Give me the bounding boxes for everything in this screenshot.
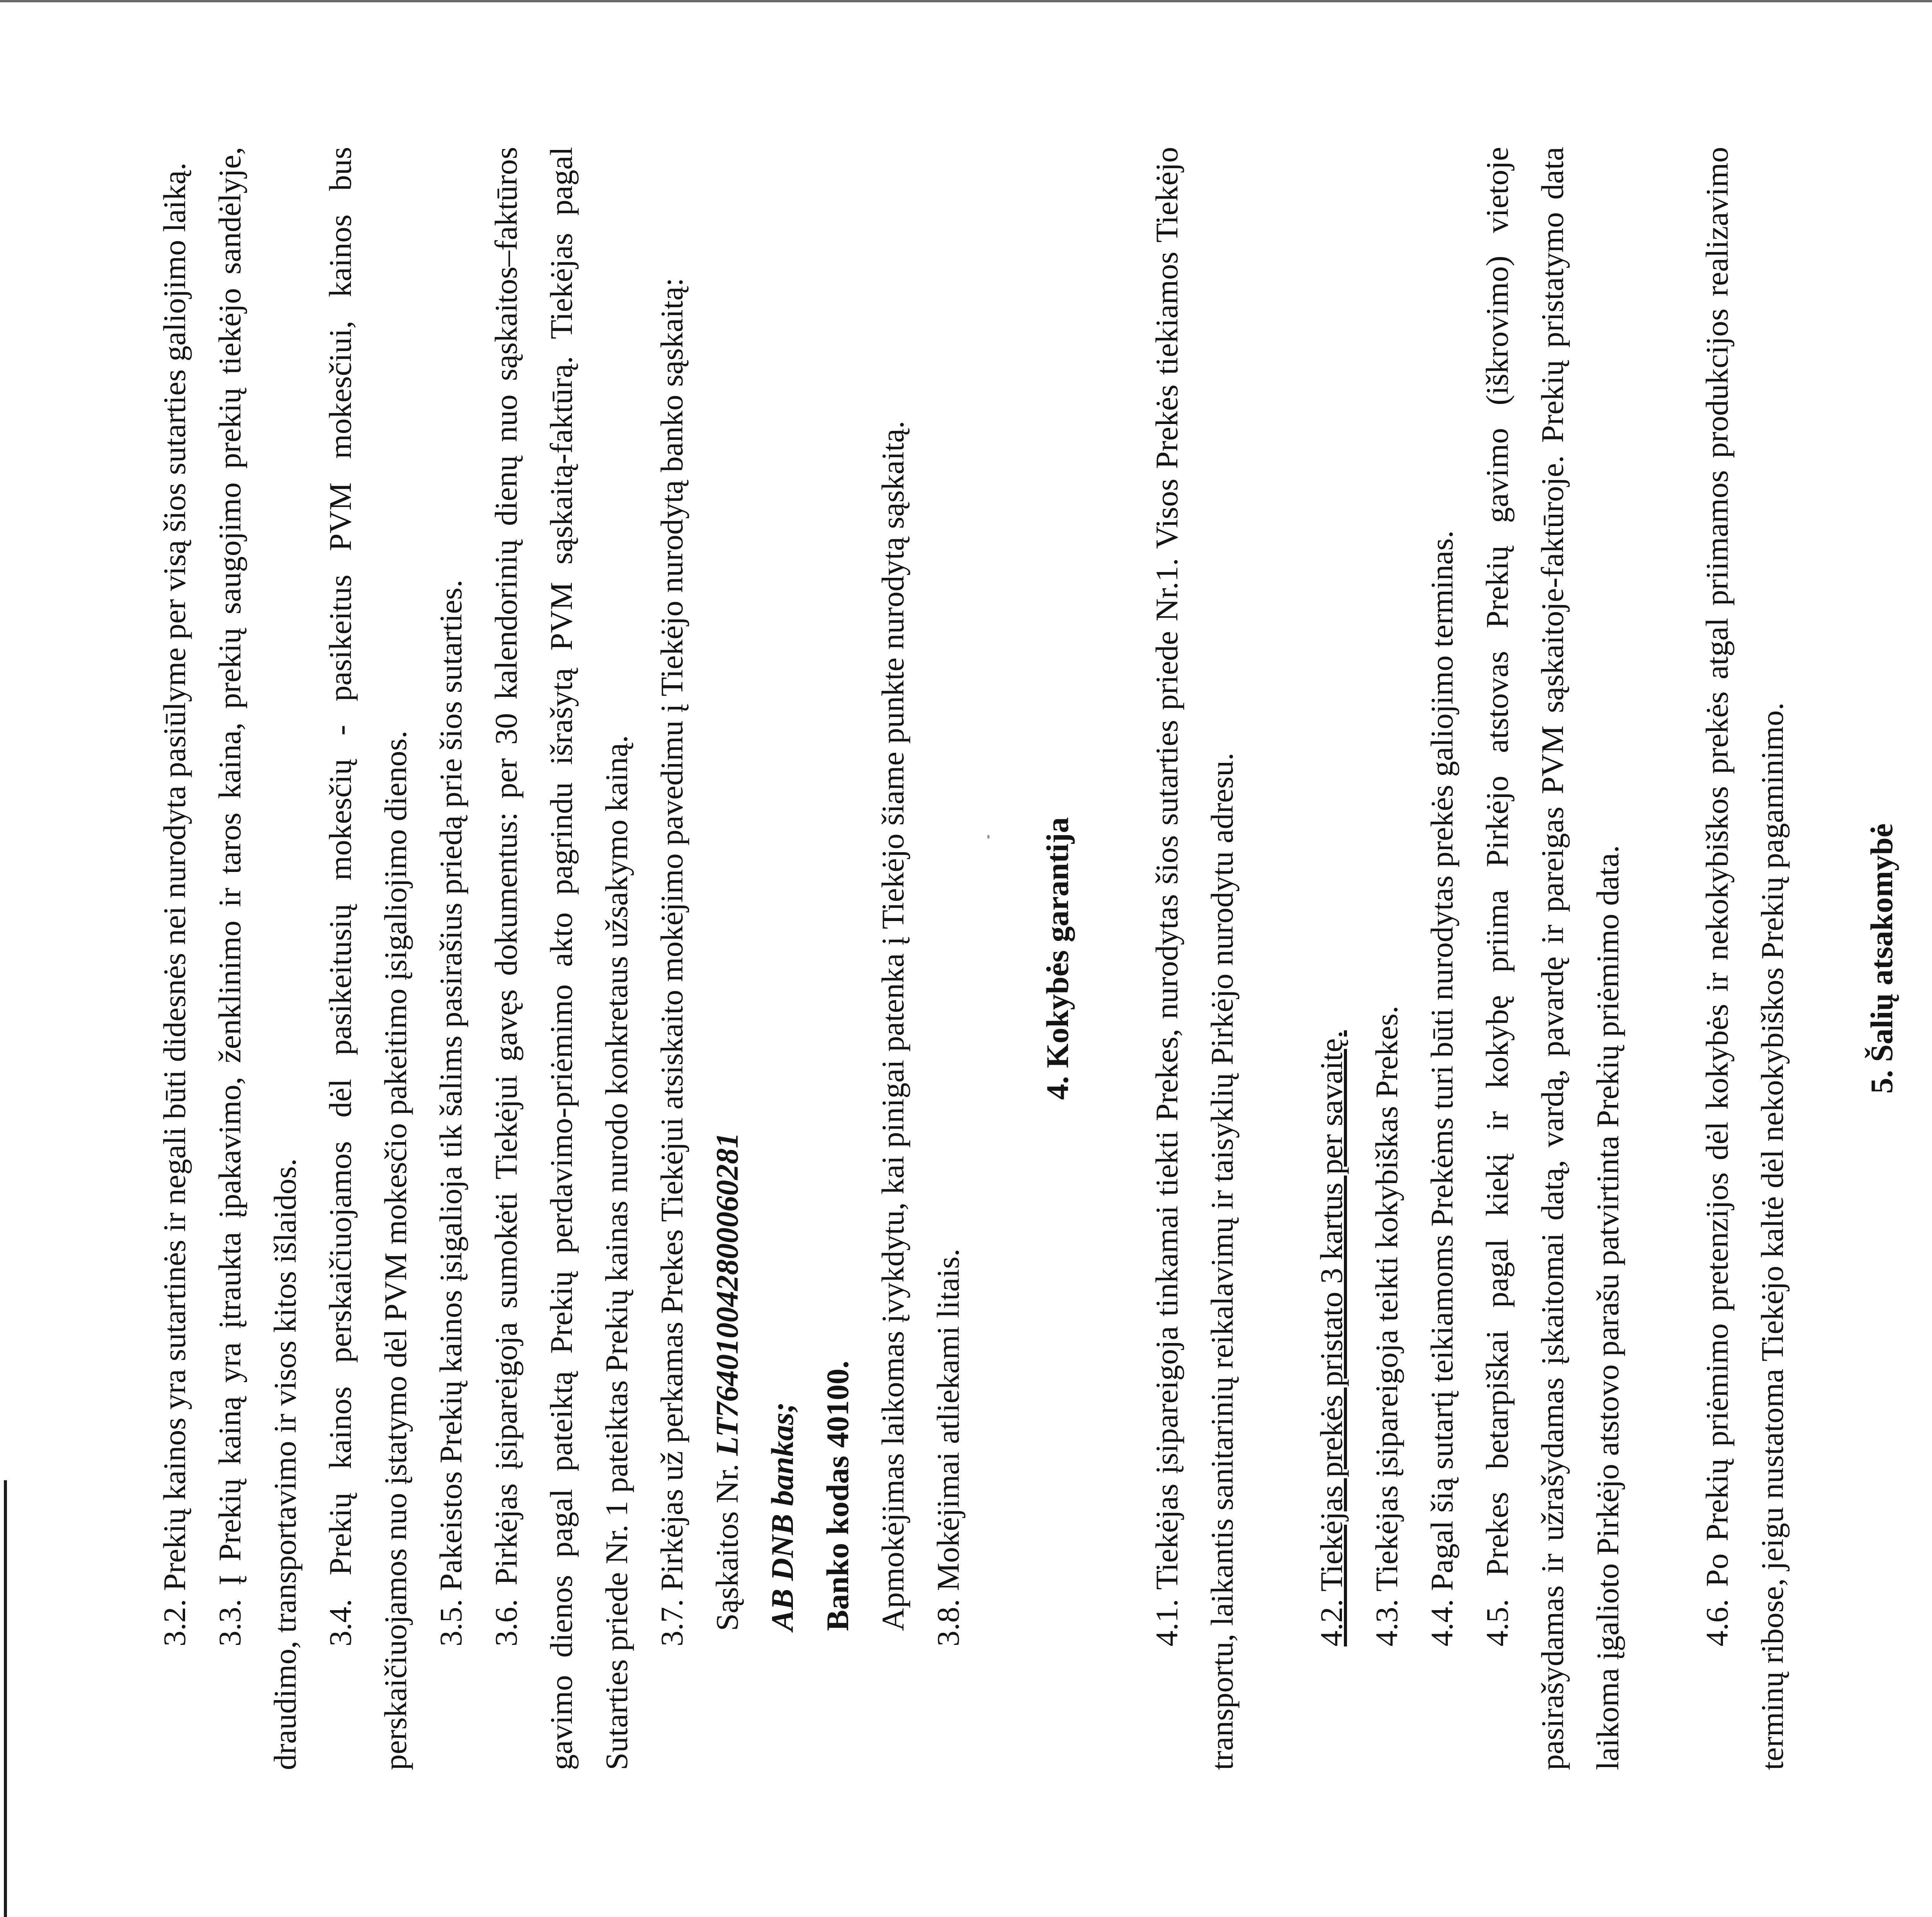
- clause-4-6: 4.6. Po Prekių priėmimo pretenzijos dėl kokybės ir nekokybiškos prekės atgal priimamos produkcijos realizavimo terminų ribose, jeigu nustatoma Tiekėjo kaltė dėl nekokybiškos Prekių pagaminimo.: [1699, 147, 1790, 1770]
- clause-4-2: 4.2. Tiekėjas prekės pristato 3 kartus per savaitę.: [1314, 1030, 1349, 1646]
- account-label: Sąskaitos Nr.: [709, 1464, 745, 1631]
- clause-3-6: 3.6. Pirkėjas įsipareigoja sumokėti Tiekėjui gavęs dokumentus: per 30 kalendorinių dienų nuo sąskaitos–faktūros gavimo dienos pagal pateiktą Prekių perdavimo-priėmimo akto pagrindu išrašytą PVM sąskaitą-faktūrą. Tiekėjas pagal Sutarties priede Nr. 1 pateiktas Prekių kainas nurodo konkretaus užsakymo kainą.: [488, 147, 634, 1770]
- clause-3-2: 3.2. Prekių kainos yra sutartinės ir negali būti didesnės nei nurodyta pasiūlyme per visą šios sutarties galiojimo laiką.: [157, 162, 192, 1646]
- clause-4-1: 4.1. Tiekėjas įsipareigoja tinkamai tiekti Prekes, nurodytas šios sutarties priede Nr.1. Visos Prekės tiekiamos Tiekėjo transportu, laikantis sanitarinių reikalavimų ir taisyklių Pirkėjo nurodytu adresu.: [1149, 147, 1240, 1770]
- bank-account-line: [699, 147, 755, 1770]
- section-5-title: 5. Šalių atsakomybė: [1864, 823, 1899, 1094]
- payment-completed-note: Apmokėjimas laikomas įvykdytu, kai pinigai patenka į Tiekėjo šiame punkte nurodytą sąskaitą.: [875, 421, 910, 1631]
- clause-4-5: 4.5. Prekes betarpiškai pagal kiekį ir kokybę priima Pirkėjo atstovas Prekių gavimo (iškrovimo) vietoje pasirašydamas ir užrašydamas įskaitomai datą, vardą, pavardę ir pareigas PVM sąskaitoje-faktūroje. Prekių pristatymo data laikoma įgalioto Pirkėjo atstovo parašu patvirtinta Prekių priėmimo data.: [1480, 147, 1625, 1770]
- clause-3-5: 3.5. Pakeistos Prekių kainos įsigalioja tik šalims pasirašius priedą prie šios sutarties.: [433, 579, 468, 1646]
- clause-3-4: 3.4. Prekių kainos perskaičiuojamos dėl pasikeitusių mokesčių - pasikeitus PVM mokesčiui, kainos bus perskaičiuojamos nuo įstatymo dėl PVM mokesčio pakeitimo įsigaliojimo dienos.: [323, 147, 413, 1770]
- bank-name: AB DNB bankas;: [765, 1402, 800, 1631]
- bank-code: Banko kodas 40100.: [820, 1360, 855, 1631]
- clause-3-8: 3.8. Mokėjimai atliekami litais.: [930, 1248, 966, 1646]
- clause-3-3: 3.3. Į Prekių kainą yra įtraukta įpakavimo, ženklinimo ir taros kaina, prekių saugojimo prekių tiekėjo sandėlyje, draudimo, transportavimo ir visos kitos išlaidos.: [212, 147, 303, 1770]
- clause-3-7: 3.7. Pirkėjas už perkamas Prekes Tiekėjui atsiskaito mokėjimo pavedimu į Tiekėjo nurodytą banko sąskaitą:: [654, 278, 689, 1646]
- clause-4-3: 4.3. Tiekėjas įsipareigoja teikti kokybiškas Prekes.: [1369, 1005, 1404, 1646]
- account-number: LT764010042800060281: [709, 1132, 745, 1456]
- clause-4-4: 4.4. Pagal šią sutartį teikiamoms Prekėms turi būti nurodytas prekės galiojimo terminas.: [1424, 530, 1459, 1646]
- section-4-title: 4. Kokybės garantija: [1040, 817, 1075, 1100]
- document-body: [147, 147, 1932, 1770]
